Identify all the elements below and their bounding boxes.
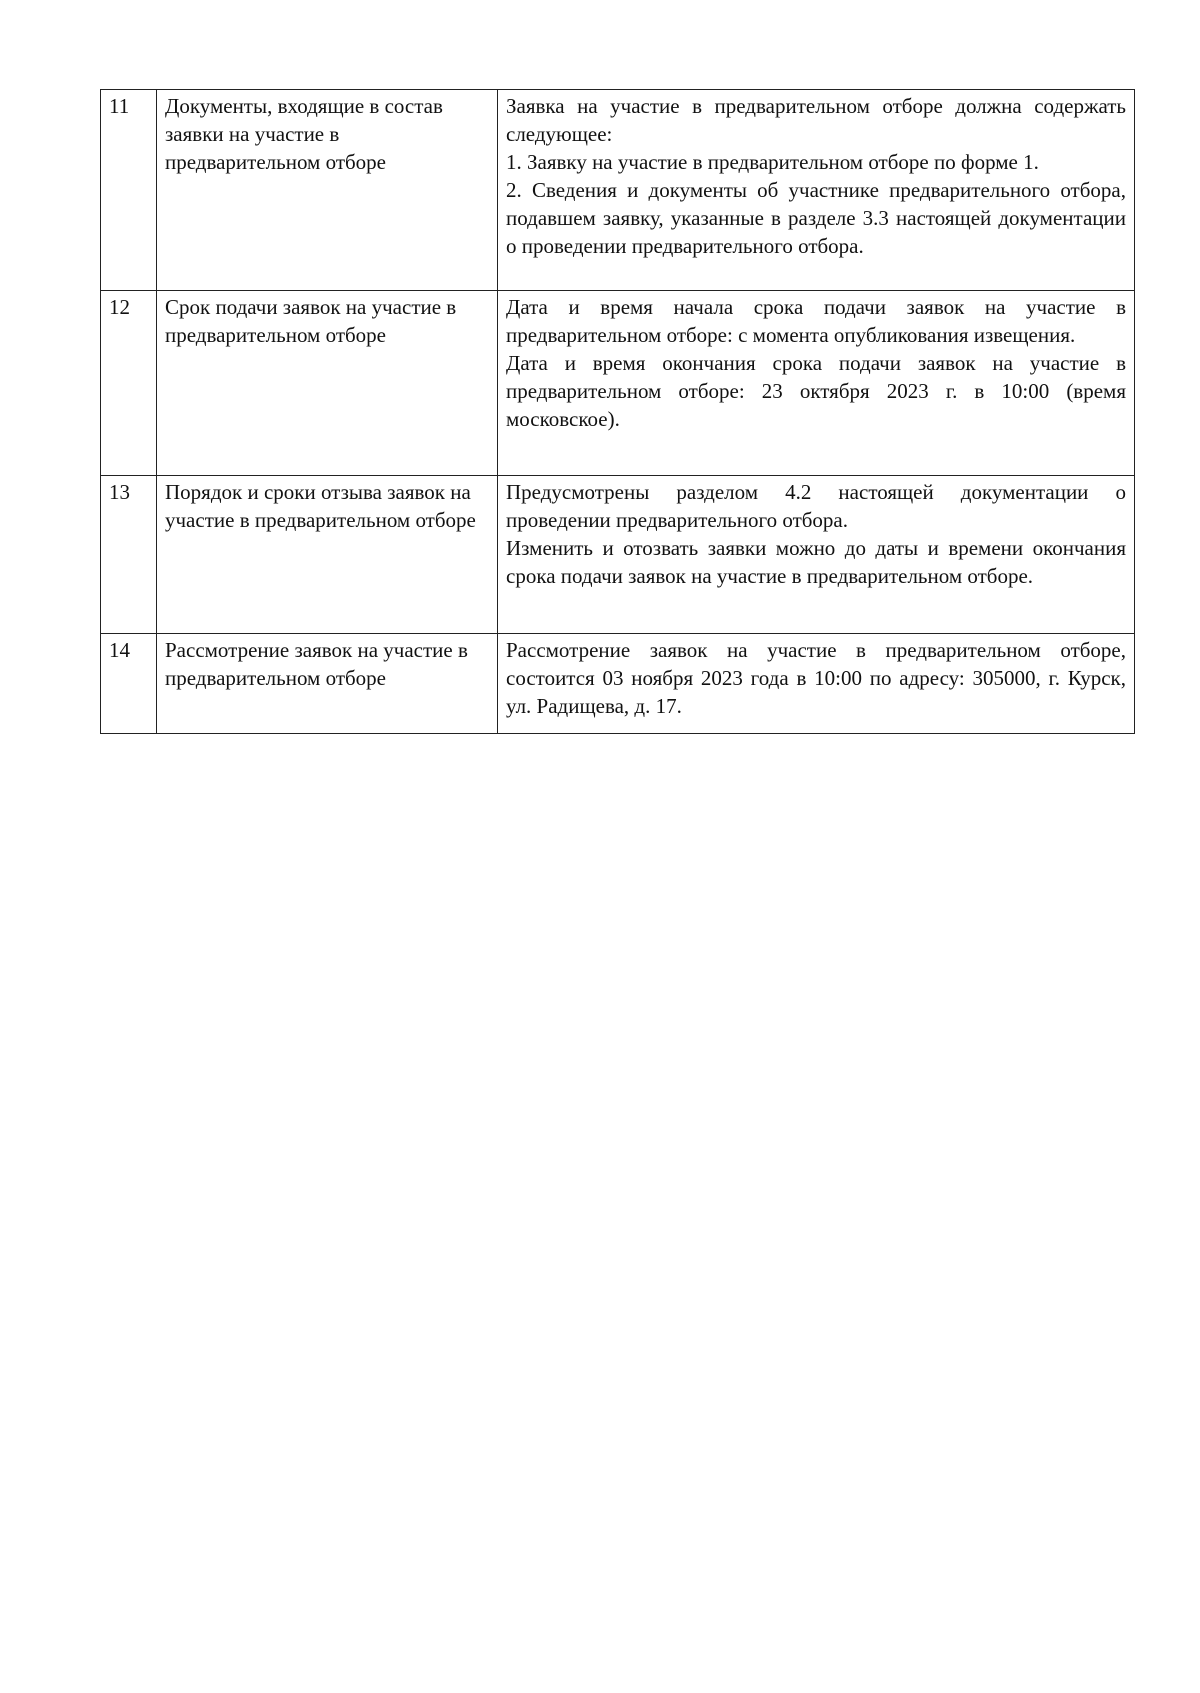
description-paragraph: Изменить и отозвать заявки можно до даты и времени окончания срока подачи заявок на участие в предварительном отборе. xyxy=(506,536,1126,588)
table-row xyxy=(101,634,1135,734)
description-paragraph: 2. Сведения и документы об участнике предварительного отбора, подавшем заявку, указанные в разделе 3.3 настоящей документации о проведении предварительного отбора. xyxy=(506,178,1126,258)
description-paragraph: Дата и время окончания срока подачи заявок на участие в предварительном отборе: 23 октября 2023 г. в 10:00 (время московское). xyxy=(506,351,1126,431)
row-description xyxy=(498,90,1135,291)
row-description xyxy=(498,291,1135,476)
description-paragraph: Дата и время начала срока подачи заявок на участие в предварительном отборе: с момента опубликования извещения. xyxy=(506,295,1126,347)
row-title: Срок подачи заявок на участие в предварительном отборе xyxy=(157,291,498,476)
row-number: 14 xyxy=(101,634,157,734)
row-title: Документы, входящие в состав заявки на участие в предварительном отборе xyxy=(157,90,498,291)
description-paragraph: Заявка на участие в предварительном отборе должна содержать следующее: xyxy=(506,94,1126,146)
row-number: 11 xyxy=(101,90,157,291)
row-number: 12 xyxy=(101,291,157,476)
row-title: Порядок и сроки отзыва заявок на участие в предварительном отборе xyxy=(157,476,498,634)
description-paragraph: Рассмотрение заявок на участие в предварительном отборе, состоится 03 ноября 2023 года в 10:00 по адресу: 305000, г. Курск, ул. Радищева, д. 17. xyxy=(506,638,1126,718)
description-paragraph: Предусмотрены разделом 4.2 настоящей документации о проведении предварительного отбора. xyxy=(506,480,1126,532)
table-row xyxy=(101,291,1135,476)
table-row xyxy=(101,90,1135,291)
row-description xyxy=(498,634,1135,734)
procurement-terms-table xyxy=(100,89,1135,734)
row-title: Рассмотрение заявок на участие в предварительном отборе xyxy=(157,634,498,734)
table-row xyxy=(101,476,1135,634)
description-paragraph: 1. Заявку на участие в предварительном отборе по форме 1. xyxy=(506,150,1039,174)
row-number: 13 xyxy=(101,476,157,634)
row-description xyxy=(498,476,1135,634)
